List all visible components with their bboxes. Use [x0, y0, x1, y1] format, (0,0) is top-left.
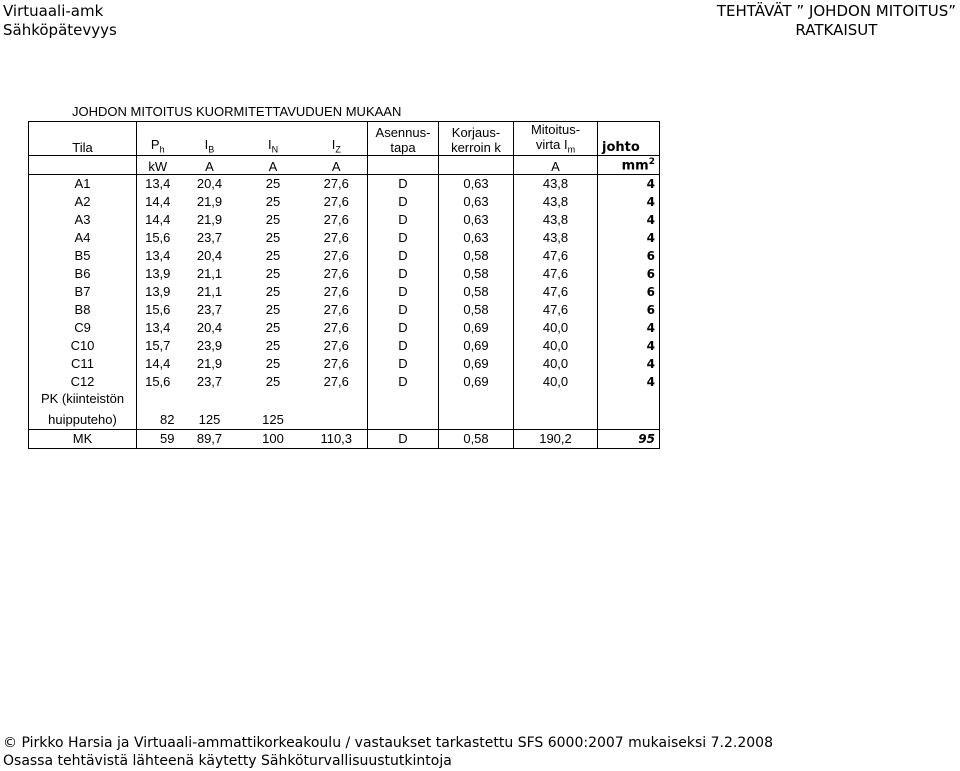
cell-ib: 21,9: [196, 194, 223, 210]
col-header-in: $I_N$: [241, 122, 306, 156]
cell-tapa: D: [368, 373, 439, 391]
cell-k: 0,69: [439, 319, 514, 337]
cell-k: 0,69: [439, 337, 514, 355]
table-row: [29, 247, 660, 265]
cell-tila: B6: [29, 265, 137, 283]
cell-k: 0,58: [439, 265, 514, 283]
cell-johto: 6: [598, 247, 660, 265]
cell-tila: B5: [29, 247, 137, 265]
cell-tila: A2: [29, 193, 137, 211]
copyright-note: © Pirkko Harsia ja Virtuaali-ammattikorkeakoulu / vastaukset tarkastettu SFS 6000:2007 mukaiseksi 7.2.2008: [3, 735, 773, 751]
cell-ph: 13,4: [137, 319, 179, 337]
cell-ph: 15,7: [137, 337, 179, 355]
col-header-tila: Tila: [29, 122, 137, 156]
unit-ph: kW: [137, 155, 179, 174]
cell-tapa: D: [368, 355, 439, 373]
cell-ph: 13,9: [137, 283, 179, 301]
cell-ib: 23,7: [196, 302, 223, 318]
cell-im: 47,6: [514, 283, 598, 301]
col-header-asennustapa: Asennus- tapa: [368, 122, 439, 156]
document-title: TEHTÄVÄT ” JOHDON MITOITUS”: [716, 2, 956, 20]
cell-im: 47,6: [514, 247, 598, 265]
cell-ib: 23,7: [196, 230, 223, 246]
cell-im: 43,8: [514, 229, 598, 247]
cell-ph: 14,4: [137, 211, 179, 229]
unit-im: A: [514, 155, 598, 174]
cell-johto: 4: [598, 193, 660, 211]
cell-iz: 27,6: [323, 356, 349, 372]
cell-iz: 27,6: [323, 266, 349, 282]
cell-ib: 23,7: [196, 374, 223, 390]
cell-ib: 21,9: [196, 212, 223, 228]
table-row: [29, 265, 660, 283]
cell-k: 0,63: [439, 229, 514, 247]
cell-tapa: D: [368, 229, 439, 247]
course-name: Sähköpätevyys: [3, 21, 117, 39]
cell-johto: 4: [598, 373, 660, 391]
data-rows: [29, 174, 660, 391]
cell-iz: 27,6: [323, 230, 349, 246]
cell-johto: 4: [598, 211, 660, 229]
table-row: [29, 319, 660, 337]
cell-im: 40,0: [514, 337, 598, 355]
cell-ph: 15,6: [137, 229, 179, 247]
cell-ib: 20,4: [196, 320, 223, 336]
cell-k: 0,69: [439, 373, 514, 391]
cell-k: 0,69: [439, 355, 514, 373]
cell-tila: A4: [29, 229, 137, 247]
cell-im: 40,0: [514, 319, 598, 337]
col-header-korjauskerroin: Korjaus- kerroin k: [439, 122, 514, 156]
cell-k: 0,58: [439, 283, 514, 301]
header-right: [717, 2, 956, 40]
cell-tila: C9: [29, 319, 137, 337]
cell-in: 25: [265, 302, 281, 318]
cell-in: 25: [265, 194, 281, 210]
cell-in: 25: [265, 230, 281, 246]
cell-in: 25: [265, 374, 281, 390]
table-row: [29, 174, 660, 193]
cell-iz: 27,6: [323, 212, 349, 228]
org-name: Virtuaali-amk: [3, 2, 104, 20]
table-row: [29, 301, 660, 319]
cell-tapa: D: [368, 174, 439, 193]
cell-tila: A1: [29, 174, 137, 193]
unit-johto: $mm^2$: [598, 155, 660, 174]
col-header-ph: $P_h$: [137, 122, 179, 156]
units-row: [29, 155, 660, 174]
cell-ib: 20,4: [196, 176, 223, 192]
cell-tapa: D: [368, 211, 439, 229]
document-subtitle: RATKAISUT: [795, 21, 878, 39]
cell-johto: 4: [598, 174, 660, 193]
cell-johto: 6: [598, 265, 660, 283]
cell-ph: 14,4: [137, 193, 179, 211]
cell-iz: 27,6: [323, 284, 349, 300]
cell-ph: 14,4: [137, 355, 179, 373]
unit-iz: A: [306, 155, 368, 174]
cell-iz: 27,6: [323, 248, 349, 264]
cell-tapa: D: [368, 283, 439, 301]
table-title: JOHDON MITOITUS KUORMITETTAVUDUEN MUKAAN: [72, 104, 402, 119]
cell-ph: 13,4: [137, 174, 179, 193]
table-row: [29, 337, 660, 355]
cell-im: 43,8: [514, 193, 598, 211]
cell-johto: 4: [598, 319, 660, 337]
table-row-pk: PK (kiinteistön: [29, 391, 660, 411]
cell-tapa: D: [368, 337, 439, 355]
table-row: [29, 193, 660, 211]
cable-sizing-table: [28, 121, 660, 449]
cell-im: 47,6: [514, 265, 598, 283]
cell-iz: 27,6: [323, 176, 349, 192]
col-header-ib: $I_B$: [179, 122, 241, 156]
table-row: [29, 211, 660, 229]
cell-k: 0,58: [439, 247, 514, 265]
cell-in: 25: [265, 212, 281, 228]
cell-tapa: D: [368, 265, 439, 283]
table-row: [29, 229, 660, 247]
table-row-pk-values: huipputeho) 82 125 125: [29, 411, 660, 430]
header-left: [3, 2, 117, 40]
cell-ib: 21,1: [196, 284, 223, 300]
unit-in: A: [241, 155, 306, 174]
cell-johto: 4: [598, 337, 660, 355]
cell-tila: B7: [29, 283, 137, 301]
cell-im: 47,6: [514, 301, 598, 319]
cell-tila: C12: [29, 373, 137, 391]
footer: [3, 734, 773, 770]
cell-tapa: D: [368, 193, 439, 211]
cell-iz: 27,6: [323, 338, 349, 354]
cell-ph: 15,6: [137, 301, 179, 319]
table-row: [29, 283, 660, 301]
table-row: [29, 355, 660, 373]
cell-k: 0,63: [439, 211, 514, 229]
header-row: [29, 122, 660, 156]
cell-in: 25: [265, 266, 281, 282]
col-header-iz: $I_Z$: [306, 122, 368, 156]
cell-in: 25: [265, 320, 281, 336]
table-row: [29, 373, 660, 391]
cell-ib: 20,4: [196, 248, 223, 264]
cell-tila: C10: [29, 337, 137, 355]
table-row-mk: MK 59 89,7 100 110,3 D 0,58 190,2 95: [29, 429, 660, 448]
col-header-mitoitusvirta: Mitoitus- virta $I_m$: [514, 122, 598, 156]
cell-ib: 23,9: [196, 338, 223, 354]
cell-in: 25: [265, 248, 281, 264]
col-header-johto: johto: [598, 122, 660, 156]
cell-tila: C11: [29, 355, 137, 373]
cell-johto: 4: [598, 355, 660, 373]
cell-tapa: D: [368, 247, 439, 265]
cell-johto: 6: [598, 283, 660, 301]
cell-im: 43,8: [514, 174, 598, 193]
cell-im: 43,8: [514, 211, 598, 229]
unit-ib: A: [179, 155, 241, 174]
cell-iz: 27,6: [323, 320, 349, 336]
cell-in: 25: [265, 356, 281, 372]
cell-iz: 27,6: [323, 302, 349, 318]
cell-iz: 27,6: [323, 374, 349, 390]
cell-in: 25: [265, 176, 281, 192]
cell-im: 40,0: [514, 355, 598, 373]
cell-ib: 21,1: [196, 266, 223, 282]
cell-tapa: D: [368, 319, 439, 337]
cell-tapa: D: [368, 301, 439, 319]
cell-k: 0,63: [439, 193, 514, 211]
source-note: Osassa tehtävistä lähteenä käytetty Sähköturvallisuustutkintoja: [3, 753, 452, 769]
cell-iz: 27,6: [323, 194, 349, 210]
cell-k: 0,58: [439, 301, 514, 319]
cell-in: 25: [265, 284, 281, 300]
cell-johto: 6: [598, 301, 660, 319]
cell-ph: 13,9: [137, 265, 179, 283]
cell-ph: 15,6: [137, 373, 179, 391]
cell-k: 0,63: [439, 174, 514, 193]
cell-ib: 21,9: [196, 356, 223, 372]
cell-johto: 4: [598, 229, 660, 247]
cell-in: 25: [265, 338, 281, 354]
cell-tila: B8: [29, 301, 137, 319]
cell-tila: A3: [29, 211, 137, 229]
cell-ph: 13,4: [137, 247, 179, 265]
cell-im: 40,0: [514, 373, 598, 391]
